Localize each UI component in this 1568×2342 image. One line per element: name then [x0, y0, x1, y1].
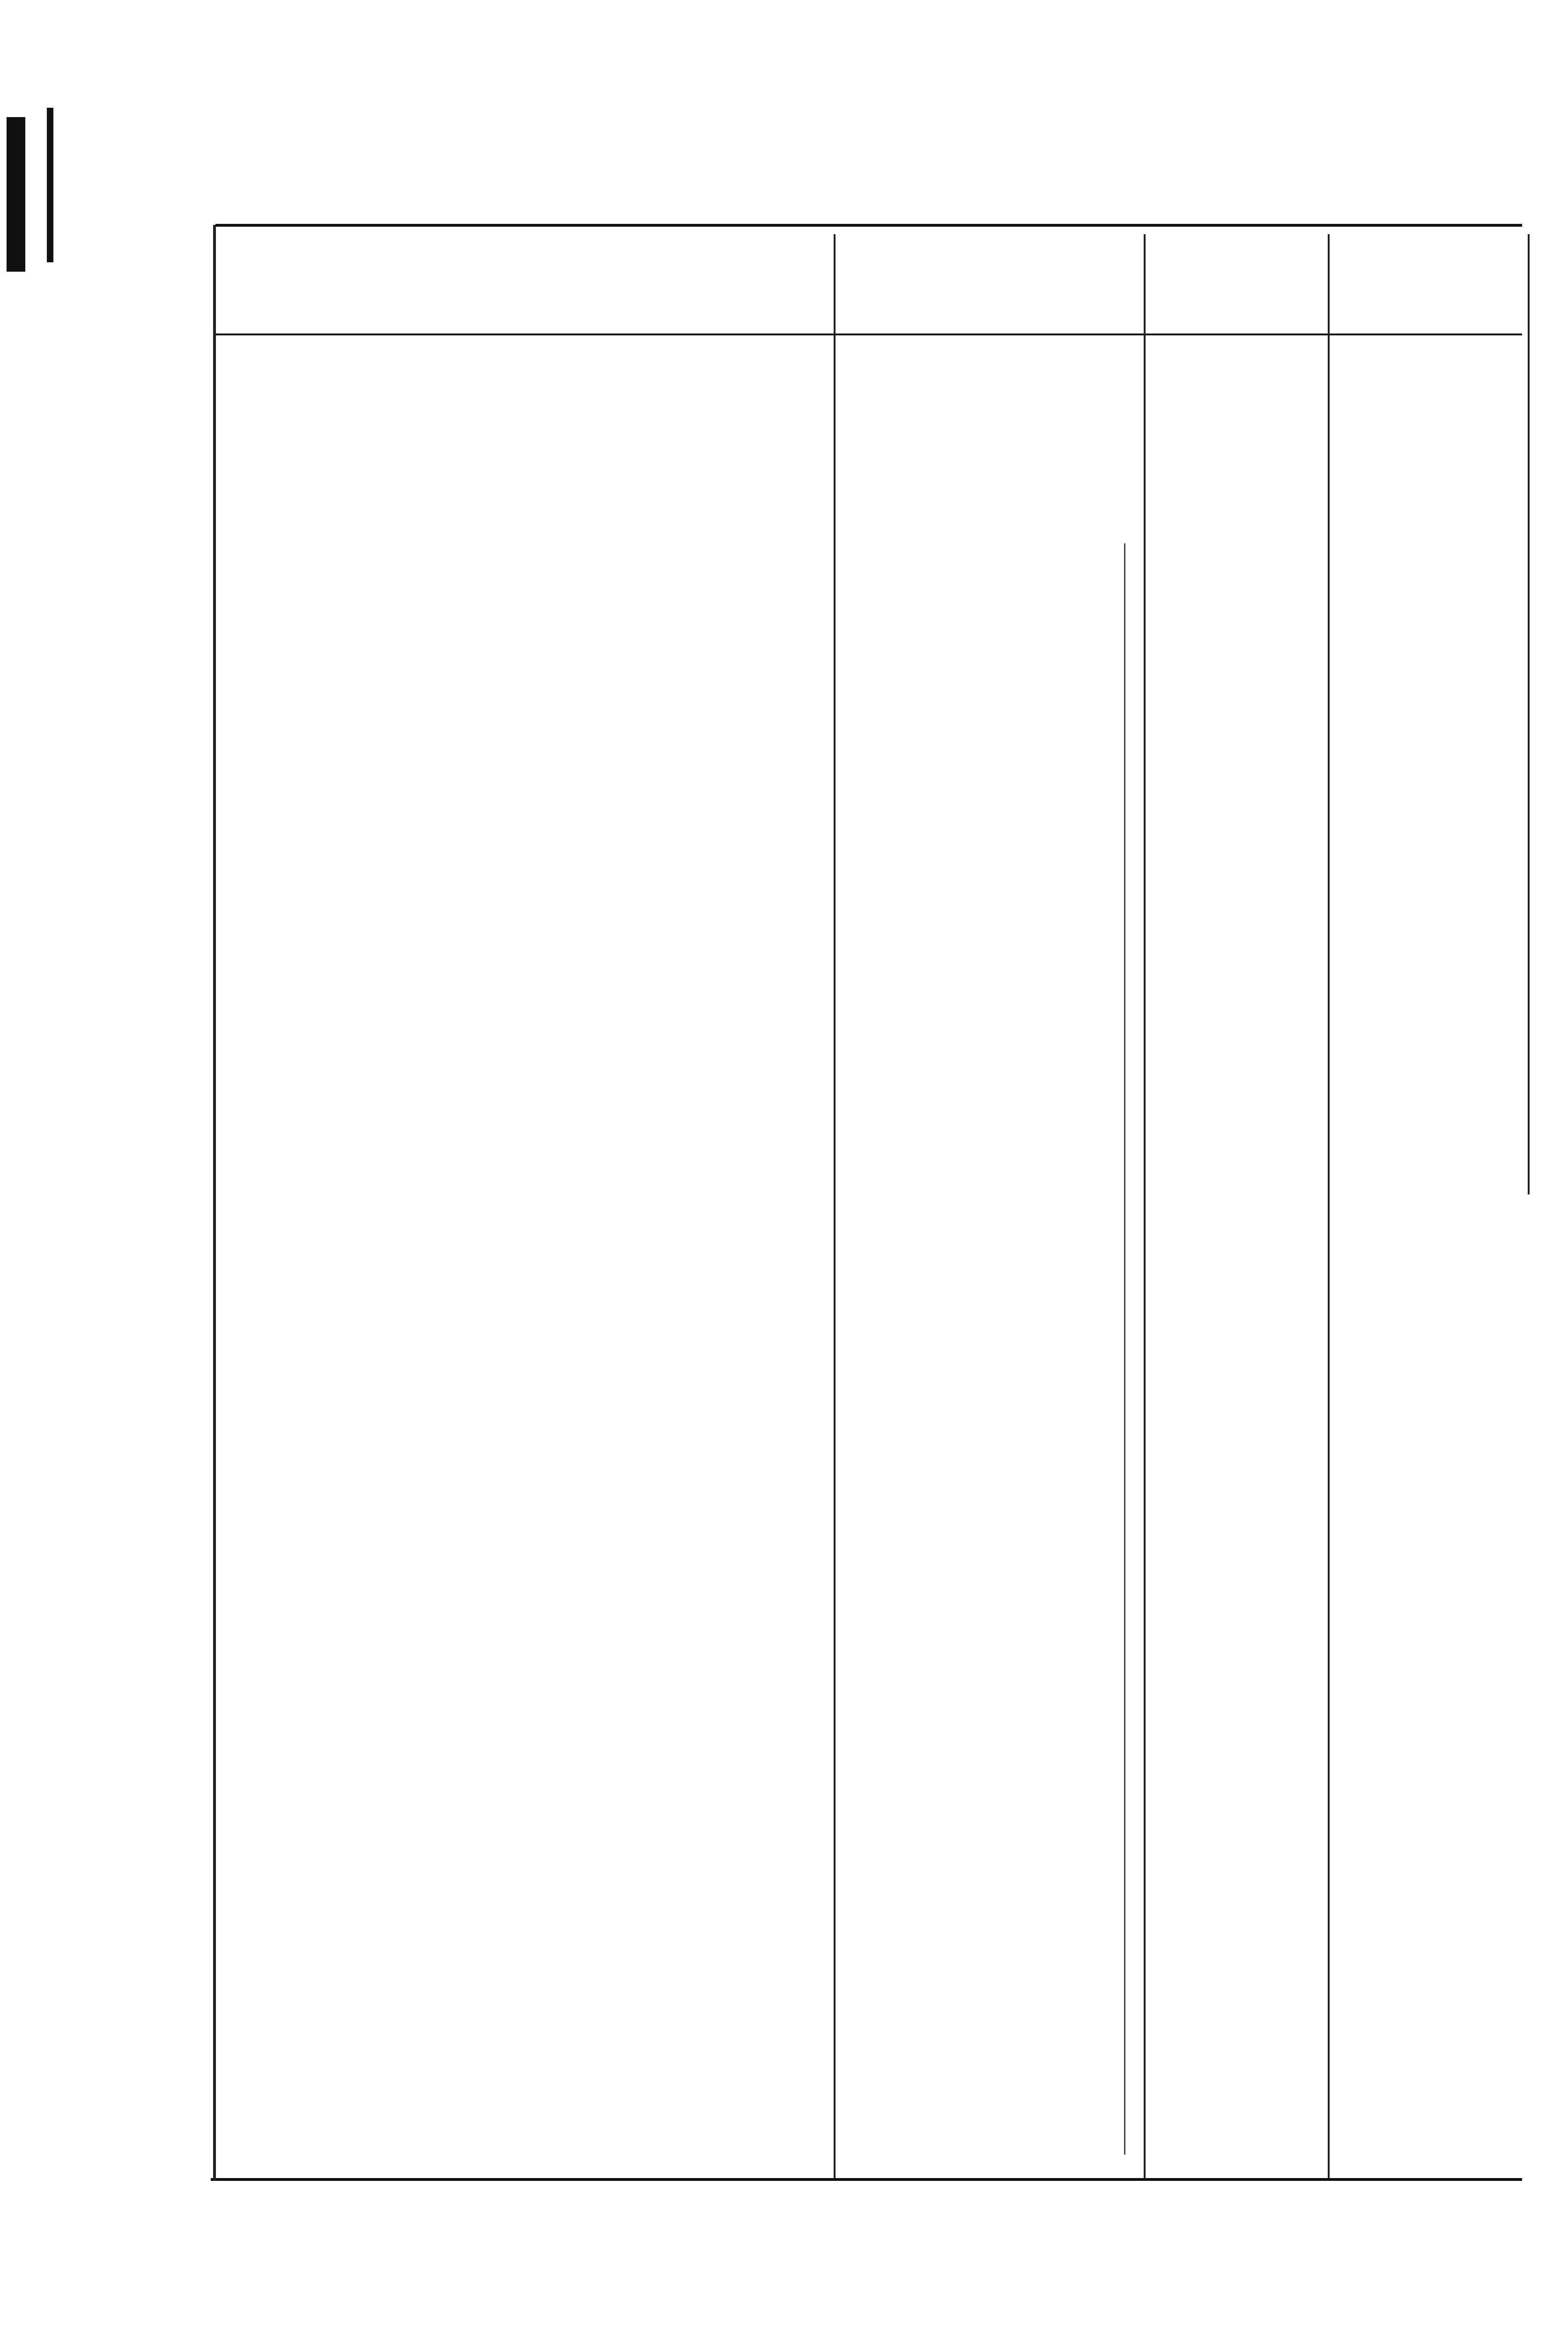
binding-mark-2 [47, 108, 53, 262]
header-bottom-rule [215, 334, 1522, 335]
col-divider-3 [1328, 234, 1330, 2178]
col-divider-1 [834, 234, 836, 2178]
table-top-rule [215, 224, 1522, 227]
expense-brace [1124, 543, 1125, 2155]
col-divider-2 [1144, 234, 1146, 2178]
table-left-border [213, 225, 216, 2180]
binding-mark [7, 117, 25, 272]
table-right-border [1528, 234, 1530, 1194]
table-bottom-rule [211, 2178, 1522, 2181]
